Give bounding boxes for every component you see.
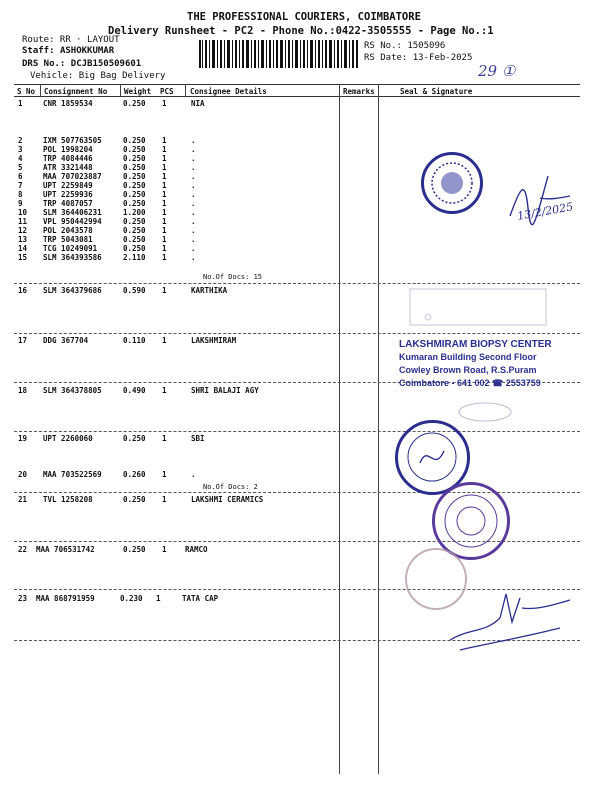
consignment-no: TVL 1258208 [43,495,93,504]
col-consignment: Consignment No [44,87,108,96]
table-header-rule [14,96,580,97]
weight: 0.250 [123,145,146,154]
consignee: KARTHIKA [191,286,228,295]
consignee: SHRI BALAJI AGY [191,386,259,395]
consignee: NIA [191,99,205,108]
sno: 14 [18,244,28,253]
weight: 1.200 [123,208,146,217]
consignment-no: UPT 2259936 [43,190,93,199]
col-remarks: Remarks [343,87,375,96]
weight: 0.250 [123,154,146,163]
weight: 0.250 [123,99,146,108]
sno: 1 [18,99,23,108]
weight: 0.230 [120,594,143,603]
consignment-no: SLM 364406231 [43,208,102,217]
pcs: 1 [162,434,167,443]
weight: 0.490 [123,386,146,395]
col-weight: Weight [124,87,152,96]
sno: 10 [18,208,28,217]
sno: 13 [18,235,28,244]
weight: 0.590 [123,286,146,295]
pcs: 1 [162,136,167,145]
consignee: SBI [191,434,205,443]
docs-count: No.Of Docs: 2 [203,483,258,491]
docs-count: No.Of Docs: 15 [203,273,263,281]
barcode-graphic [199,40,359,68]
lakshmiram-stamp-line1: Kumaran Building Second Floor [399,352,537,362]
consignment-no: POL 1998204 [43,145,93,154]
sno: 4 [18,154,23,163]
sno: 12 [18,226,28,235]
consignment-no: DDG 367704 [43,336,89,345]
sbi-seal-graphic [398,423,467,492]
consignee: . [191,163,196,172]
sno: 8 [18,190,23,199]
consignee: . [191,154,196,163]
row-divider [14,431,580,432]
rs-date: RS Date: 13-Feb-2025 [364,53,473,63]
signature-scribble [500,168,590,233]
col-sep [339,84,340,774]
pcs: 1 [162,181,167,190]
weight: 0.250 [123,495,146,504]
route-line: Route: RR · LAYOUT [22,35,120,45]
company-seal-graphic [435,485,507,557]
consignment-no: MAA 707023887 [43,172,102,181]
pcs: 1 [162,495,167,504]
pcs: 1 [162,286,167,295]
pcs: 1 [162,545,167,554]
sno: 16 [18,286,28,295]
pcs: 1 [162,208,167,217]
faded-stamp-graphic [408,287,548,327]
sno: 15 [18,253,28,262]
consignee: . [191,217,196,226]
pcs: 1 [162,336,167,345]
lakshmiram-stamp-name: LAKSHMIRAM BIOPSY CENTER [399,339,552,350]
weight: 0.250 [123,190,146,199]
staff-line [22,46,114,56]
sno: 11 [18,217,28,226]
row-divider [14,283,580,284]
col-sep [120,84,121,96]
drs-label: DRS No.: [22,59,66,69]
col-seal: Seal & Signature [400,87,473,96]
consignment-no: POL 2043578 [43,226,93,235]
vehicle-line: Vehicle: Big Bag Delivery [30,71,166,81]
consignment-no: TRP 4087057 [43,199,93,208]
weight: 0.250 [123,235,146,244]
consignee: . [191,172,196,181]
consignee: LAKSHMIRAM [191,336,237,345]
round-seal-stamp [421,152,483,214]
pcs: 1 [162,190,167,199]
lakshmiram-stamp-line3: Coimbatore - 641 002 ☎ 2553759 [399,378,541,388]
sno: 3 [18,145,23,154]
consignment-no: VPL 950442994 [43,217,102,226]
drs-number: DCJB150509601 [70,59,142,69]
consignee: LAKSHMI CERAMICS [191,495,264,504]
handwritten-page-mark: 29 ① [478,62,516,80]
sno: 19 [18,434,28,443]
sno: 6 [18,172,23,181]
pcs: 1 [162,470,167,479]
consignment-no: TCG 10249091 [43,244,98,253]
consignment-no: MAA 868791959 [36,594,95,603]
consignee: TATA CAP [182,594,219,603]
pcs: 1 [162,386,167,395]
consignee: . [191,244,196,253]
consignment-no: UPT 2259849 [43,181,93,190]
weight: 0.250 [123,136,146,145]
lakshmiram-stamp-line2: Cowley Brown Road, R.S.Puram [399,365,537,375]
handwritten-date: 13/2/2025 [516,200,575,223]
col-sep [40,84,41,96]
pcs: 1 [162,217,167,226]
col-sep [378,84,379,774]
consignee: . [191,235,196,244]
consignment-no: SLM 364393586 [43,253,102,262]
row-divider [14,333,580,334]
consignee: . [191,199,196,208]
staff-name: ASHOKKUMAR [59,46,115,56]
consignee: . [191,145,196,154]
weight: 2.110 [123,253,146,262]
seal-inner-graphic [424,155,480,211]
col-sno: S No [17,87,36,96]
pcs: 1 [156,594,161,603]
sno: 21 [18,495,28,504]
signature-scribble [440,588,580,658]
col-sep [185,84,186,96]
consignee: . [191,190,196,199]
pcs: 1 [162,163,167,172]
sno: 17 [18,336,28,345]
consignment-no: UPT 2260060 [43,434,93,443]
sno: 23 [18,594,28,603]
faded-stamp [408,287,548,327]
sno: 5 [18,163,23,172]
pcs: 1 [162,199,167,208]
weight: 0.250 [123,244,146,253]
consignment-no: SLM 364379686 [43,286,102,295]
consignment-no: MAA 706531742 [36,545,95,554]
sno: 22 [18,545,28,554]
consignee: . [191,181,196,190]
drs-line [22,59,141,69]
weight: 0.250 [123,434,146,443]
weight: 0.250 [123,226,146,235]
col-pcs: PCS [160,87,174,96]
sno: 20 [18,470,28,479]
pcs: 1 [162,226,167,235]
consignee: . [191,136,196,145]
sno: 18 [18,386,28,395]
sno: 2 [18,136,23,145]
weight: 0.250 [123,545,146,554]
weight: 0.110 [123,336,146,345]
staff-label: Staff: [22,46,55,56]
runsheet-subtitle: Delivery Runsheet - PC2 - Phone No.:0422-3505555 - Page No.:1 [108,25,494,37]
weight: 0.250 [123,181,146,190]
weight: 0.260 [123,470,146,479]
consignee: . [191,253,196,262]
consignee: . [191,226,196,235]
pcs: 1 [162,99,167,108]
weight: 0.250 [123,172,146,181]
weight: 0.250 [123,163,146,172]
faint-mark [455,400,515,425]
consignment-no: ATR 3321448 [43,163,93,172]
pcs: 1 [162,154,167,163]
weight: 0.250 [123,217,146,226]
consignment-no: TRP 4084446 [43,154,93,163]
consignee: . [191,470,196,479]
col-consignee: Consignee Details [190,87,267,96]
pcs: 1 [162,145,167,154]
consignee: RAMCO [185,545,208,554]
pcs: 1 [162,253,167,262]
consignment-no: IXM 507763505 [43,136,102,145]
rs-number: RS No.: 1505096 [364,41,446,51]
consignment-no: SLM 364378805 [43,386,102,395]
consignment-no: MAA 703522569 [43,470,102,479]
sno: 9 [18,199,23,208]
table-top-rule [14,84,580,85]
company-title: THE PROFESSIONAL COURIERS, COIMBATORE [187,11,421,23]
consignment-no: TRP 5043081 [43,235,93,244]
sno: 7 [18,181,23,190]
consignment-no: CNR 1859534 [43,99,93,108]
pcs: 1 [162,235,167,244]
barcode [199,40,359,68]
pcs: 1 [162,244,167,253]
consignee: . [191,208,196,217]
pcs: 1 [162,172,167,181]
weight: 0.250 [123,199,146,208]
